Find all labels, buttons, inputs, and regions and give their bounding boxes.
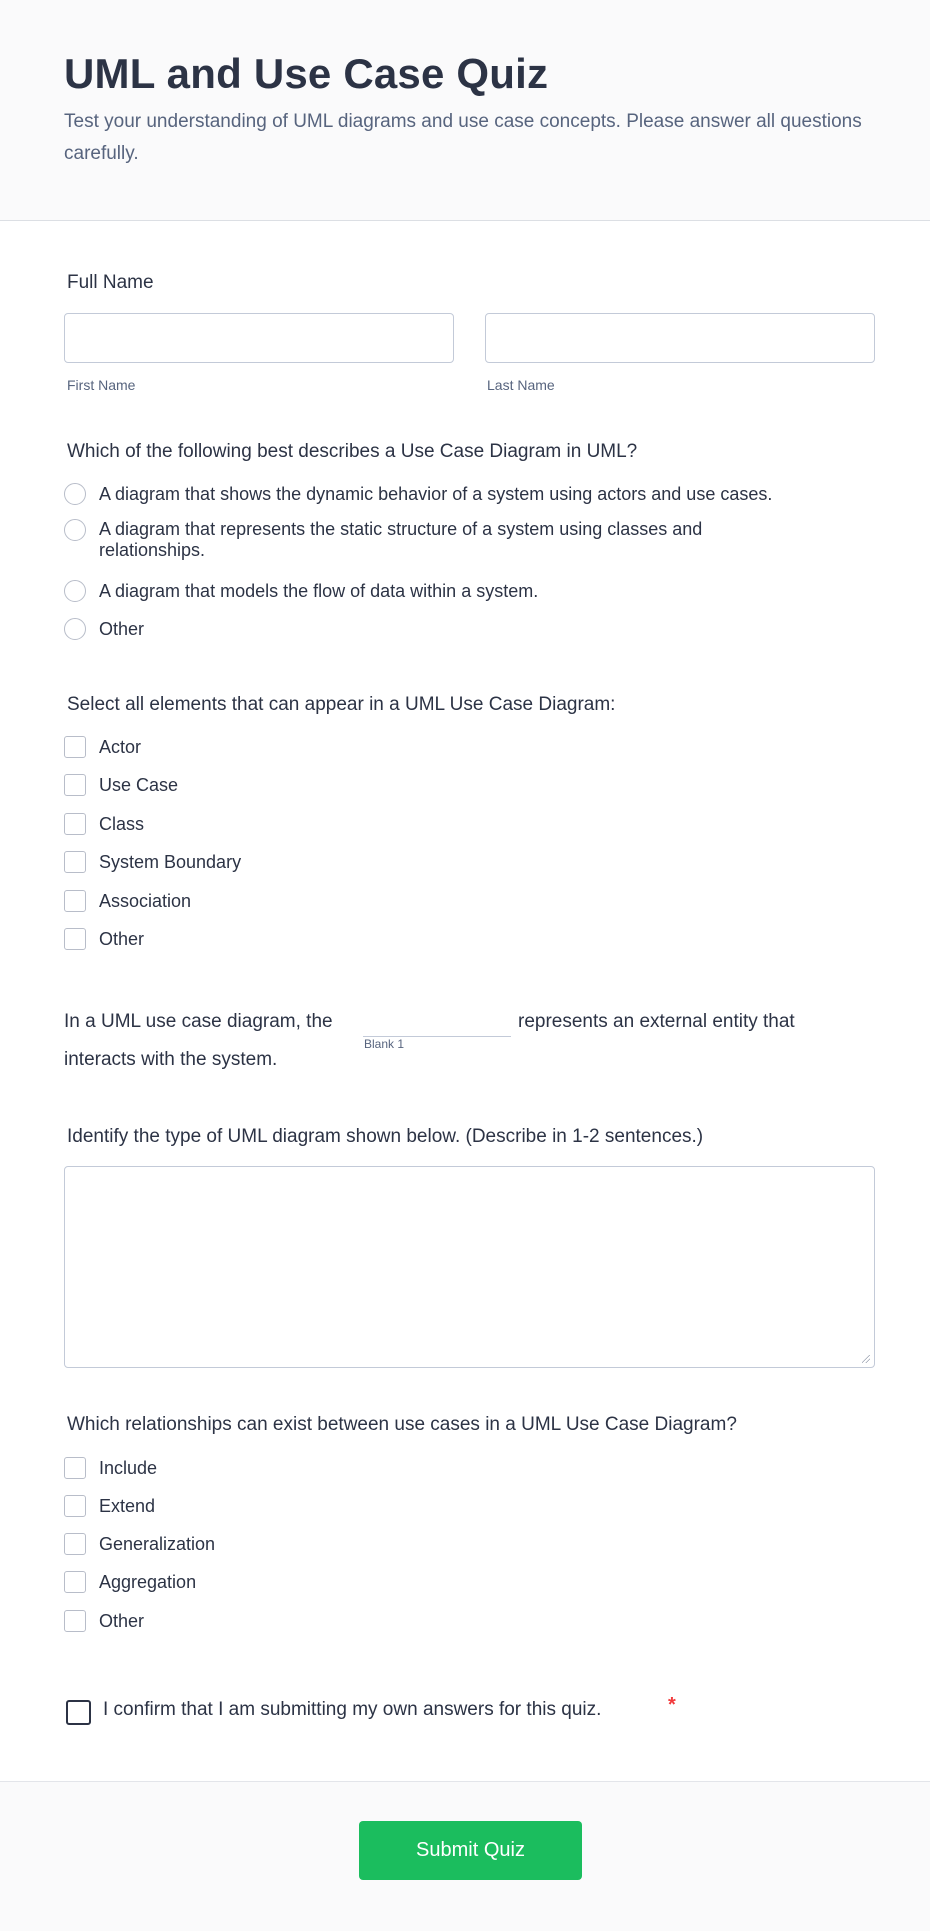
q3-text-line2: interacts with the system.	[64, 1049, 278, 1070]
q1-question: Which of the following best describes a Use Case Diagram in UML?	[67, 441, 638, 462]
q2-option[interactable]	[64, 890, 191, 918]
option-label: Use Case	[99, 775, 179, 795]
q5-option[interactable]	[64, 1495, 155, 1523]
q1-option[interactable]	[64, 618, 144, 646]
radio-button[interactable]	[64, 618, 86, 640]
radio-button[interactable]	[64, 580, 86, 602]
q2-question: Select all elements that can appear in a UML Use Case Diagram:	[67, 694, 616, 715]
first-name-input[interactable]	[64, 313, 454, 363]
checkbox[interactable]	[64, 851, 86, 873]
radio-button[interactable]	[64, 519, 86, 541]
option-label: Other	[99, 1611, 145, 1631]
q5-option[interactable]	[64, 1457, 157, 1485]
option-label: Include	[99, 1458, 158, 1478]
page-subtitle: Test your understanding of UML diagrams and use case concepts. Please answer all questions carefully.	[64, 111, 862, 164]
q1-option[interactable]	[64, 483, 772, 511]
q2-option[interactable]	[64, 928, 144, 956]
required-marker: *	[668, 1694, 676, 1716]
checkbox[interactable]	[64, 813, 86, 835]
q1-option[interactable]	[64, 519, 864, 560]
checkbox[interactable]	[64, 1533, 86, 1555]
option-label: Association	[99, 891, 192, 911]
q4-question: Identify the type of UML diagram shown below. (Describe in 1-2 sentences.)	[67, 1126, 704, 1147]
checkbox[interactable]	[64, 1610, 86, 1632]
option-label: A diagram that models the flow of data within a system.	[99, 581, 539, 601]
q5-option[interactable]	[64, 1571, 196, 1599]
q4-answer-textarea[interactable]	[64, 1166, 875, 1368]
option-label: Actor	[99, 737, 142, 757]
page-title: UML and Use Case Quiz	[64, 50, 549, 97]
q2-option[interactable]	[64, 774, 178, 802]
q2-option[interactable]	[64, 736, 141, 764]
q2-option[interactable]	[64, 813, 144, 841]
q3-text-after: represents an external entity that	[518, 1011, 795, 1032]
radio-button[interactable]	[64, 483, 86, 505]
checkbox[interactable]	[64, 774, 86, 796]
q2-option[interactable]	[64, 851, 241, 879]
last-name-sublabel: Last Name	[487, 377, 555, 393]
form-header	[0, 0, 930, 221]
q5-option[interactable]	[64, 1533, 215, 1561]
q1-option[interactable]	[64, 580, 538, 608]
option-label: Class	[99, 814, 145, 834]
checkbox[interactable]	[64, 928, 86, 950]
full-name-label: Full Name	[67, 272, 154, 293]
q3-text-before: In a UML use case diagram, the	[64, 1011, 333, 1032]
checkbox[interactable]	[64, 1571, 86, 1593]
option-label: Aggregation	[99, 1572, 197, 1592]
checkbox[interactable]	[64, 736, 86, 758]
option-label: A diagram that shows the dynamic behavior of a system using actors and use cases.	[99, 484, 773, 504]
option-label: Extend	[99, 1496, 156, 1516]
confirm-checkbox[interactable]	[66, 1700, 91, 1725]
first-name-sublabel: First Name	[67, 377, 136, 393]
resize-grip-icon[interactable]	[862, 1355, 870, 1363]
last-name-input[interactable]	[485, 313, 875, 363]
option-label: System Boundary	[99, 852, 242, 872]
checkbox[interactable]	[64, 890, 86, 912]
option-label: Generalization	[99, 1534, 216, 1554]
blank-1-input[interactable]	[363, 1016, 511, 1037]
checkbox[interactable]	[64, 1457, 86, 1479]
submit-button[interactable]: Submit Quiz	[359, 1821, 582, 1880]
option-label: A diagram that represents the static structure of a system using classes and relationships.	[99, 519, 703, 560]
checkbox[interactable]	[64, 1495, 86, 1517]
blank-1-sublabel: Blank 1	[364, 1037, 405, 1051]
option-label: Other	[99, 929, 145, 949]
q5-question: Which relationships can exist between use cases in a UML Use Case Diagram?	[67, 1414, 737, 1435]
option-label: Other	[99, 619, 145, 639]
confirm-label: I confirm that I am submitting my own answers for this quiz.	[103, 1699, 602, 1720]
q5-option[interactable]	[64, 1610, 144, 1638]
